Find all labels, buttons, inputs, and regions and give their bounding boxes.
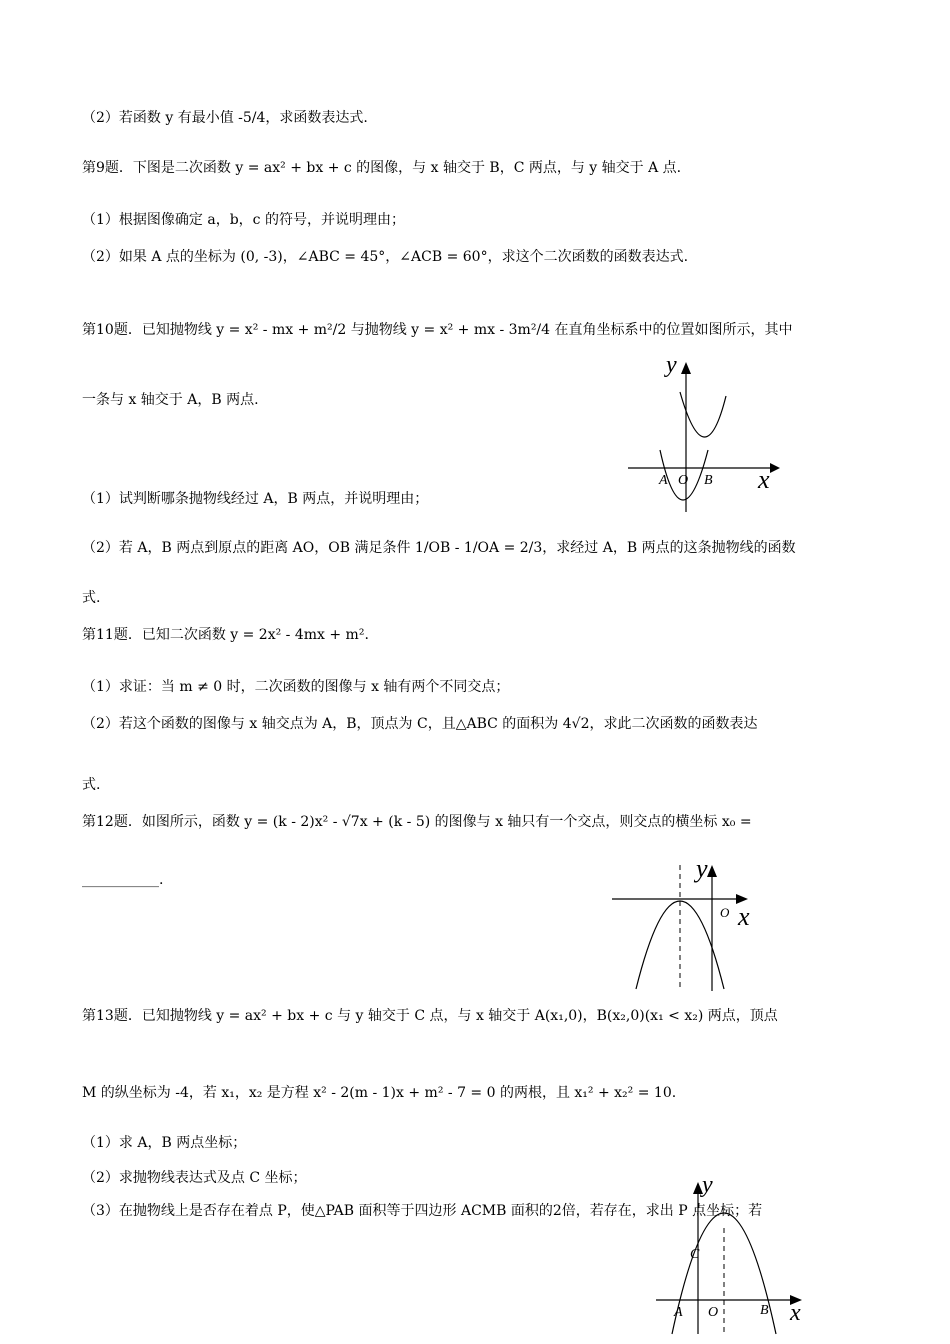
fig10-label-o: O [678, 473, 689, 488]
problem-13-part-3: （3）在抛物线上是否存在着点 P，使△PAB 面积等于四边形 ACMB 面积的2倍，若存在，求出 P 点坐标；若 [82, 1203, 763, 1219]
problem-9-title: 第9题．下图是二次函数 y = ax² + bx + c 的图像，与 x 轴交于 B，C 两点，与 y 轴交于 A 点. [82, 160, 682, 176]
fig12-x-label: x [738, 902, 750, 931]
problem-10-title: 第10题．已知抛物线 y = x² - mx + m²/2 与抛物线 y = x² + mx - 3m²/4 在直角坐标系中的位置如图所示，其中 [82, 322, 793, 338]
problem-10-part-1: （1）试判断哪条抛物线经过 A，B 两点，并说明理由； [82, 491, 429, 507]
fig10-label-a: A [659, 473, 668, 488]
y-axis-arrow [681, 362, 691, 374]
problem-13-part-2: （2）求抛物线表达式及点 C 坐标； [82, 1170, 307, 1186]
text-line-1: （2）若函数 y 有最小值 -5/4，求函数表达式. [82, 110, 368, 126]
problem-9-part-2: （2）如果 A 点的坐标为 (0, -3)，∠ABC = 45°，∠ACB = 60°，求这个二次函数的函数表达式. [82, 249, 689, 265]
problem-11-part-2: （2）若这个函数的图像与 x 轴交点为 A，B，顶点为 C，且△ABC 的面积为 4√2，求此二次函数的函数表达 [82, 716, 758, 732]
problem-9-part-1: （1）根据图像确定 a，b，c 的符号，并说明理由； [82, 212, 405, 228]
fig13-y-label: y [702, 1172, 713, 1198]
problem-10-part-2-cont: 式. [82, 590, 101, 606]
problem-10-part-2: （2）若 A，B 两点到原点的距离 AO，OB 满足条件 1/OB - 1/OA = 2/3，求经过 A，B 两点的这条抛物线的函数 [82, 540, 796, 556]
fig13-label-b: B [760, 1303, 769, 1318]
problem-11-part-2-cont: 式. [82, 777, 101, 793]
upper-parabola [680, 392, 726, 437]
problem-13-figure [652, 1168, 817, 1336]
fig12-label-o: O [720, 905, 730, 920]
fig12-y-label: y [696, 855, 708, 883]
x-axis-arrow [770, 463, 780, 473]
problem-12-title: 第12题．如图所示，函数 y = (k - 2)x² - √7x + (k - 5) 的图像与 x 轴只有一个交点，则交点的横坐标 x₀ = [82, 814, 752, 830]
y-axis-arrow [707, 865, 717, 877]
problem-13-title: 第13题．已知抛物线 y = ax² + bx + c 与 y 轴交于 C 点，与 x 轴交于 A(x₁,0)，B(x₂,0)(x₁ < x₂) 两点，顶点 [82, 1008, 778, 1024]
problem-13-line-2: M 的纵坐标为 -4，若 x₁，x₂ 是方程 x² - 2(m - 1)x + m² - 7 = 0 的两根，且 x₁² + x₂² = 10. [82, 1085, 677, 1101]
problem-10-line-2: 一条与 x 轴交于 A，B 两点. [82, 392, 259, 408]
fig10-y-label: y [666, 352, 677, 378]
fig13-x-label: x [790, 1300, 801, 1326]
fig13-label-a: A [674, 1305, 683, 1320]
fig13-label-c: C [690, 1247, 700, 1262]
problem-11-part-1: （1）求证：当 m ≠ 0 时，二次函数的图像与 x 轴有两个不同交点； [82, 679, 510, 695]
fig10-x-label: x [758, 465, 770, 494]
fig10-label-b: B [704, 473, 713, 488]
problem-12-figure [608, 855, 773, 995]
problem-13-part-1: （1）求 A，B 两点坐标； [82, 1135, 247, 1151]
problem-12-blank: ___________. [82, 872, 164, 888]
fig13-label-o: O [708, 1305, 719, 1320]
problem-11-title: 第11题．已知二次函数 y = 2x² - 4mx + m². [82, 627, 369, 643]
problem-10-figure [620, 350, 785, 515]
